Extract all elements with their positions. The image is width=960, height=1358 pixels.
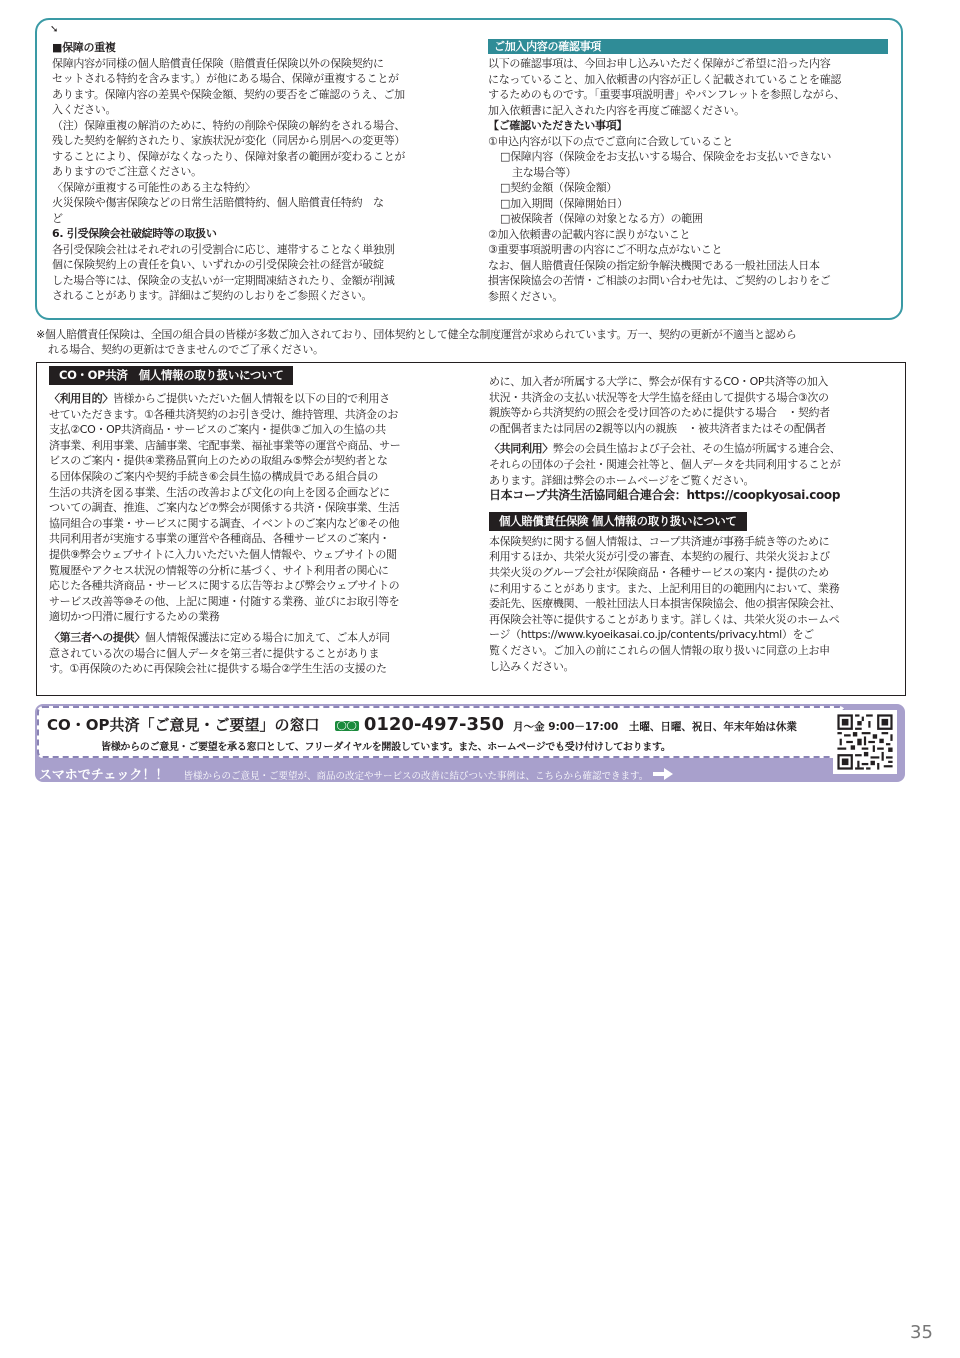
checkbox-item: □契約金額（保険金額） [500,181,618,194]
contact-title: CO・OP共済「ご意見・ご要望」の窓口 [47,716,320,734]
liability-privacy-paragraph [489,534,897,674]
right-column [488,39,888,304]
checkbox-item: □加入期間（保障開始日） [500,196,628,210]
page-number: 35 [910,1322,933,1343]
line: ありますのでご注意ください。 [52,165,202,178]
line: するためのものです。「重要事項説明書」やパンフレットを参照しながら、 [488,88,845,101]
list-item: ②加入依頼書の記載内容に誤りがないこと [488,227,691,241]
line: 残した契約を解約されたり、家族状況が変化（同居から別居への変更等） [52,134,406,147]
heading-duplicate-coverage: ■保障の重複 [52,41,116,54]
line: ど [52,211,63,225]
line: 〈保障が重複する可能性のある主な特約〉 [52,180,256,194]
contact-box [35,704,905,782]
line: 覧履歴やアクセス状況の情報等の分析に基づく、サイト利用者の関心に [49,563,389,577]
line: 皆様からご提供いただいた個人情報を以下の目的で利用さ [112,392,390,405]
right-arrow-icon[interactable] [653,768,673,780]
contact-window [37,706,845,758]
line: 共同利用者が実施する事業の運営や各種商品、各種サービスのご案内・ [49,532,390,546]
line: 親族等から共済契約の照会を受け回答のために提供する場合 ・契約者 [489,406,830,420]
line: 協同組合の事業・サービスに関する調査、イベントのご案内など⑧その他 [49,516,400,530]
line: 参照ください。 [488,289,563,303]
line: 覧ください。ご加入の前にこれらの個人情報の取り扱いに同意の上お申 [489,643,830,657]
line: せていただきます。①各種共済契約のお引き受け、維持管理、共済金のお [49,407,398,421]
phone-number[interactable]: 0120-497-350 [363,714,505,735]
line: 個人情報保護法に定める場合に加えて、ご本人が同 [144,630,390,644]
smartphone-row [39,764,673,783]
purpose-heading: 〈利用目的〉 [49,392,113,405]
line: サービス改善等⑩その他、上記に関連・付随する業務、並びにお取引等を [49,594,400,608]
line: 委託先、医療機関、一般社団法人日本損害保険協会、他の損害保険会社、 [489,597,841,611]
line: ビスのご案内・提供④業務品質向上のための取組み⑤弊会が契約者とな [49,454,388,468]
joint-use-paragraph [489,441,897,503]
line: の配偶者または同居の2親等以内の親族 ・被共済者またはその配偶者 [489,421,826,435]
line: 以下の確認事項は、今回お申し込みいただく保障がご希望に沿った内容 [488,57,831,70]
line: 共栄火災のグループ会社が保険商品・各種サービスの案内・提供のため [489,565,829,579]
line: なお、個人賠償責任保険の指定紛争解決機関である一般社団法人日本 [488,258,820,272]
line: 提供⑨弊会ウェブサイトに入力いただいた個人情報や、ウェブサイトの閲 [49,547,397,561]
joint-use-heading: 〈共同利用〉 [489,442,553,456]
checkbox-item-cont: 主な場合等） [512,165,577,179]
line: あります。保障内容の差異や保険金額、契約の要否をご確認のうえ、ご加 [52,87,405,101]
line: されることがあります。詳細はご契約のしおりをご参照ください。 [52,289,373,302]
line: 意されている次の場合に個人データを第三者に提供することがありま [49,646,380,660]
line: 適切かつ円滑に履行するための業務 [49,610,220,624]
line: 損害保険協会の苦情・ご相談のお問い合わせ先は、ご契約のしおりをご [488,274,831,287]
line: 本保険契約に関する個人情報は、コープ共済連が事務手続き等のために [489,534,830,548]
liability-privacy-bar: 個人賠償責任保険 個人情報の取り扱いについて [489,512,747,531]
line: 応じた各種共済商品・サービスに関する広告等および弊会ウェブサイトの [49,579,400,593]
contact-title-row [47,714,797,735]
coop-website-link[interactable]: 日本コープ共済生活協同組合連合会：https://coopkyosai.coop [489,488,841,503]
qr-code-icon[interactable] [833,710,897,774]
line: 個に保険契約上の責任を負い、いずれかの引受保険会社の経営が破綻 [52,258,384,271]
privacy-left-column [49,363,454,682]
confirmation-heading: 【ご確認いただきたい事項】 [488,119,628,132]
left-column [52,40,457,304]
line: 保障内容が同様の個人賠償責任保険（賠償責任保険以外の保険契約に [52,56,384,70]
freedial-icon: ◯◯ [336,721,357,731]
line: ージ（https://www.kyoeikasai.co.jp/contents/privacy.html）をご [489,628,814,642]
line: れる場合、契約の更新はできませんのでご了承ください。 [48,343,324,356]
line: 利用するほか、共栄火災が引受の審査、本契約の履行、共栄火災および [489,550,830,564]
line: し込みください。 [489,659,575,673]
coop-privacy-bar: CO・OP共済 個人情報の取り扱いについて [49,366,293,385]
line: することにより、保障がなくなったり、保障対象者の範囲が変わることが [52,149,406,163]
third-party-heading: 〈第三者への提供〉 [49,630,145,644]
line: セットされる特約を含みます。）が他にある場合、保障が重複することが [52,72,399,85]
line: 支払②CO・OP共済商品・サービスのご案内・提供③ご加入の生協の共 [49,423,386,437]
line: に利用することがあります。また、上記利用目的の範囲内において、業務 [489,581,840,595]
smartphone-label: スマホでチェック！！ [39,768,169,783]
checkbox-item: □被保険者（保障の対象となる方）の範囲 [500,212,703,225]
list-item: ③重要事項説明書の内容にご不明な点がないこと [488,243,723,256]
line: それらの団体の子会社・関連会社等と、個人データを共同利用することが [489,457,841,471]
line: ついての調査、推進、ご案内など⑦弊会が関係する共済・保険事業、生活 [49,501,400,515]
line: 各引受保険会社はそれぞれの引受割合に応じ、連帯することなく単独別 [52,242,395,256]
line: した場合等には、保険金の支払いが一定期間凍結されたり、金額が削減 [52,273,395,287]
line: 入ください。 [52,103,117,116]
line: 状況・共済金の支払い状況等を大学生協を経由して提供する場合③次の [489,390,829,404]
privacy-box [36,362,906,696]
line: 加入依頼書に記入された内容を再度ご確認ください。 [488,103,745,117]
purpose-paragraph [49,391,454,625]
line: 済事業、利用事業、店舗事業、宅配事業、福祉事業等の運営や商品、サー [49,438,401,452]
line: す。①再保険のために再保険会社に提供する場合②学生生活の支援のた [49,662,387,676]
privacy-right-column [489,374,897,679]
line: 生活の共済を図る事業、生活の改善および文化の向上を図る企画などに [49,485,390,499]
third-party-continued [489,374,897,436]
renewal-note [36,327,912,357]
line: めに、加入者が所属する大学に、弊会が保有するCO・OP共済等の加入 [489,375,829,388]
contact-description: 皆様からのご意見・ご要望を承る窓口として、フリーダイヤルを開設しています。また、ホームページでも受け付けしております。 [101,742,671,753]
line: 再保険会社等に提供することがあります。詳しくは、共栄火災のホームペ [489,612,840,626]
line: 火災保険や傷害保険などの日常生活賠償特約、個人賠償責任特約 な [52,196,384,209]
third-party-paragraph [49,630,454,677]
line: 弊会の会員生協および子会社、その生協が所属する連合会、 [552,442,841,456]
line: る団体保険のご案内や契約手続き⑥会員生協の構成員である組合員の [49,469,379,483]
heading-insurer-bankruptcy: 6. 引受保険会社破綻時等の取扱い [52,227,217,240]
corner-arrow-icon: ➘ [50,24,59,35]
confirmation-items-bar: ご加入内容の確認事項 [488,39,888,54]
smartphone-description: 皆様からのご意見・ご要望が、商品の改定やサービスの改善に結びついた事例は、こちらから確認できます。 [183,771,649,782]
opening-hours: 月～金 9:00－17:00 土曜、日曜、祝日、年末年始は休業 [513,721,797,733]
line: （注）保障重複の解消のために、特約の削除や保険の解約をされる場合、 [52,118,406,132]
list-item: ①申込内容が以下の点でご意向に合致していること [488,134,733,148]
checkbox-item: □保障内容（保険金をお支払いする場合、保険金をお支払いできない [500,150,832,163]
line: になっていること、加入依頼書の内容が正しく記載されていることを確認 [488,72,842,86]
line: ※個人賠償責任保険は、全国の組合員の皆様が多数ご加入されており、団体契約として健全な制度運営が求められています。万一、契約の更新が不適当と認めら [36,328,797,341]
line: あります。詳細は弊会のホームページをご覧ください。 [489,473,755,487]
